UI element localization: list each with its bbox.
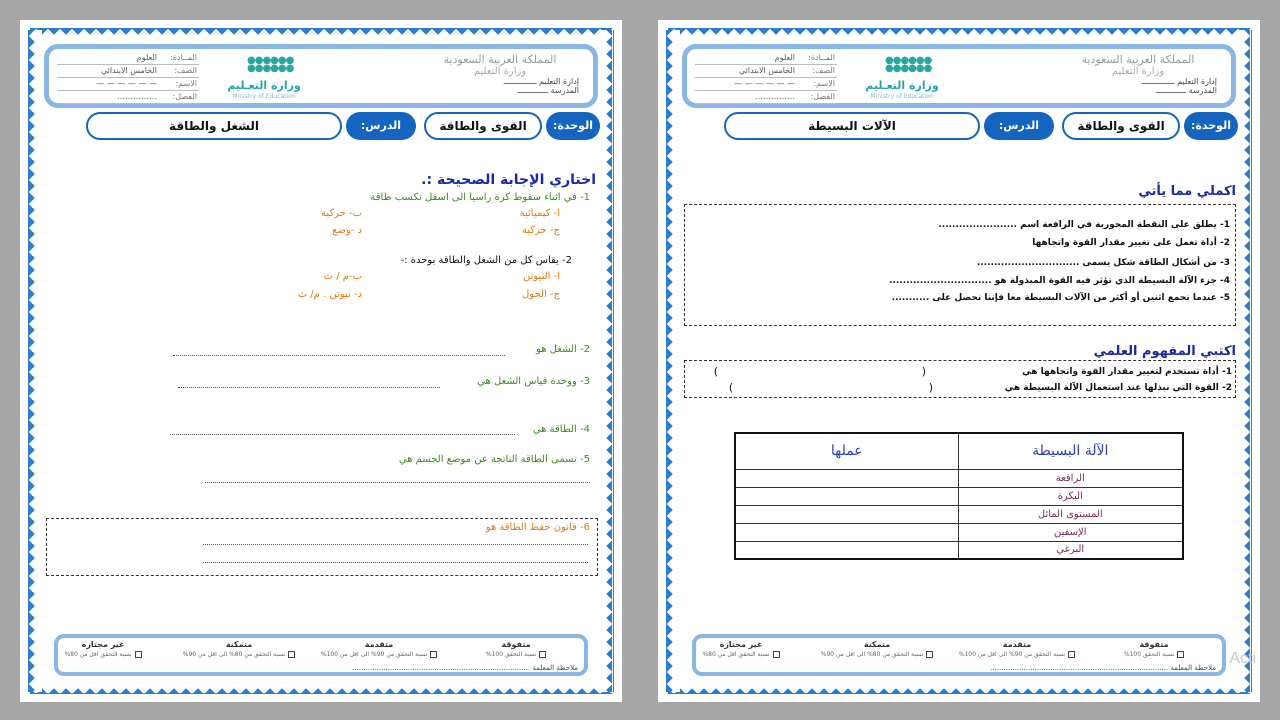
answer-line	[170, 434, 515, 435]
border-top	[668, 28, 1250, 42]
answer-line	[178, 387, 440, 388]
concept-1: 1- أداة تستخدم لتغيير مقدار القوة واتجاهها هي	[1022, 367, 1232, 377]
table-row: الإسفين	[735, 523, 1183, 541]
worksheet-header	[682, 44, 1236, 108]
complete-3: 3- من أشكال الطاقة شكل يسمى ..............................	[976, 258, 1230, 268]
q2-option-b: ب-م / ث	[323, 271, 362, 282]
concept-2: 2- القوة التي نبذلها عند استعمال الآلة البسيطة هي	[1004, 383, 1232, 393]
answer-line	[203, 544, 588, 545]
kingdom-block: المملكة العربية السعودية وزارة التعليم إدارة التعليم ــــــــــــــ المدرسة ـــــــــــــ	[443, 53, 579, 95]
answer-line	[203, 562, 588, 563]
unit-pill: القوى والطاقة	[424, 112, 542, 140]
unit-tag: الوحدة:	[546, 112, 600, 140]
student-info-table: المــادة: العلوم الصف: الخامس الابتدائي الاسم: — — — — — — الفصل: ……………	[695, 51, 837, 104]
section-title: اختاري الإجابة الصحيحة :.	[421, 172, 596, 188]
checkbox-icon[interactable]	[539, 651, 546, 658]
q1-option-a: ا- كيميائية	[519, 208, 560, 219]
q2-option-a: ا- النيوتن	[523, 271, 560, 282]
border-left	[28, 30, 42, 692]
table-row: البرغي	[735, 541, 1183, 559]
activation-watermark: Acti	[1229, 650, 1256, 667]
worksheet-left	[20, 20, 622, 702]
lesson-pill: الشغل والطاقة	[86, 112, 342, 140]
kingdom-block: المملكة العربية السعودية وزارة التعليم إدارة التعليم ــــــــــــــ المدرسة ـــــــــــــ	[1081, 53, 1217, 95]
border-bottom	[30, 680, 612, 694]
checkbox-icon[interactable]	[288, 651, 295, 658]
machines-table	[734, 432, 1184, 560]
grading-rubric: متفوقة نسبة التحقق 100% متقدمة نسبة التحقق من 90% الى اقل من 100% متمكنة نسبة التحقق من 80% الى اقل من 90% غير مجتازة نسبة التحقق اقل من 80% ملاحظة المعلمة ................................................................................	[692, 634, 1226, 676]
q1-option-d: د -وضع	[332, 225, 362, 236]
q2-option-d: د- نيوتن . م/ ث	[297, 289, 362, 300]
q1-option-c: ج- حركية	[521, 225, 560, 236]
moe-logo: ●●●●●● ●●●●●● وزارة التعـليم Ministry of Education	[865, 55, 939, 100]
checkbox-icon[interactable]	[135, 651, 142, 658]
student-info-table: المــادة: العلوم الصف: الخامس الابتدائي الاسم: — — — — — — الفصل: ……………	[57, 51, 199, 104]
q2-option-c: ج- الجول	[522, 289, 560, 300]
grading-rubric: متفوقة نسبة التحقق 100% متقدمة نسبة التحقق من 90% الى اقل من 100% متمكنة نسبة التحقق من 80% الى اقل من 90% غير مجتازة نسبة التحقق اقل من 80% ملاحظة المعلمة ................................................................................	[54, 634, 588, 676]
moe-dots-icon: ●●●●●● ●●●●●●	[885, 55, 932, 74]
fill-4: 4- الطاقة هي	[532, 424, 590, 435]
border-right	[600, 30, 614, 692]
moe-logo: ●●●●●● ●●●●●● وزارة التعـليم Ministry of Education	[227, 55, 301, 100]
lesson-tag: الدرس:	[346, 112, 416, 140]
table-header-machine: الآلة البسيطة	[958, 433, 1183, 469]
fill-3: 3- ووحدة قياس الشغل هي	[477, 376, 590, 387]
table-row: البكرة	[735, 487, 1183, 505]
fill-5: 5- تسمى الطاقة الناتجة عن موضع الجسم هي	[398, 454, 590, 465]
unit-tag: الوحدة:	[1184, 112, 1238, 140]
right-content: اكملي مما يأتي 1- يطلق على النقطة المحورية في الرافعة اسم ....................... 2- أداة تعمل على تغيير مقدار القوة واتجاهها 3- من أشكال الطاقة شكل يسمى .............................. 4- جزء الآلة البسيطة الذي تؤثر فيه القوة المبذولة هو .............................. 5- عندما نجمع اثنين أو أكثر من الآلات البسيطة معا فإننا نحصل على ........... اكتبي المفهوم العلمي 1- أداة تستخدم لتغيير مقدار القوة واتجاهها هي ( ) 2- القوة التي نبذلها عند استعمال الآلة البسيطة هي ( ) الآلة البسيطة عملها الرافعة البكرة المستوى المائل الإسفين البرغي	[680, 142, 1238, 680]
border-top	[30, 28, 612, 42]
complete-1: 1- يطلق على النقطة المحورية في الرافعة اسم .......................	[938, 220, 1230, 230]
teacher-note: ملاحظة المعلمة ................................................................................	[352, 664, 578, 672]
moe-dots-icon: ●●●●●● ●●●●●●	[247, 55, 294, 74]
fill-6: 6- قانون حفظ الطاقة هو	[485, 522, 590, 533]
border-bottom	[668, 680, 1250, 694]
worksheet-header	[44, 44, 598, 108]
border-left	[666, 30, 680, 692]
question-2: 2- يقاس كل من الشغل والطاقة بوحدة :-	[400, 255, 572, 266]
answer-line	[205, 482, 590, 483]
checkbox-icon[interactable]	[1177, 651, 1184, 658]
checkbox-icon[interactable]	[430, 651, 437, 658]
unit-lesson-bar	[42, 112, 600, 142]
q1-option-b: ب- حركية	[320, 208, 362, 219]
checkbox-icon[interactable]	[1068, 651, 1075, 658]
checkbox-icon[interactable]	[926, 651, 933, 658]
complete-2: 2- أداة تعمل على تغيير مقدار القوة واتجاهها	[1032, 238, 1230, 248]
complete-5: 5- عندما نجمع اثنين أو أكثر من الآلات البسيطة معا فإننا نحصل على ...........	[891, 293, 1230, 303]
table-header-function: عملها	[735, 433, 958, 469]
checkbox-icon[interactable]	[773, 651, 780, 658]
unit-lesson-bar	[680, 112, 1238, 142]
teacher-note: ملاحظة المعلمة ................................................................................	[990, 664, 1216, 672]
answer-line	[173, 355, 505, 356]
complete-title: اكملي مما يأتي	[1138, 184, 1236, 199]
border-right	[1238, 30, 1252, 692]
concept-title: اكتبي المفهوم العلمي	[1093, 344, 1236, 359]
lesson-tag: الدرس:	[984, 112, 1054, 140]
question-1: 1- في اثناء سقوط كرة راسيا الى اسفل تكسب طاقة	[370, 192, 590, 203]
complete-4: 4- جزء الآلة البسيطة الذي تؤثر فيه القوة المبذولة هو ..............................	[889, 276, 1230, 286]
fill-2: 2- الشغل هو	[536, 344, 590, 355]
unit-pill: القوى والطاقة	[1062, 112, 1180, 140]
lesson-pill: الآلات البسيطة	[724, 112, 980, 140]
worksheet-right	[658, 20, 1260, 702]
table-row: الرافعة	[735, 469, 1183, 487]
table-row: المستوى المائل	[735, 505, 1183, 523]
left-content	[42, 142, 600, 680]
